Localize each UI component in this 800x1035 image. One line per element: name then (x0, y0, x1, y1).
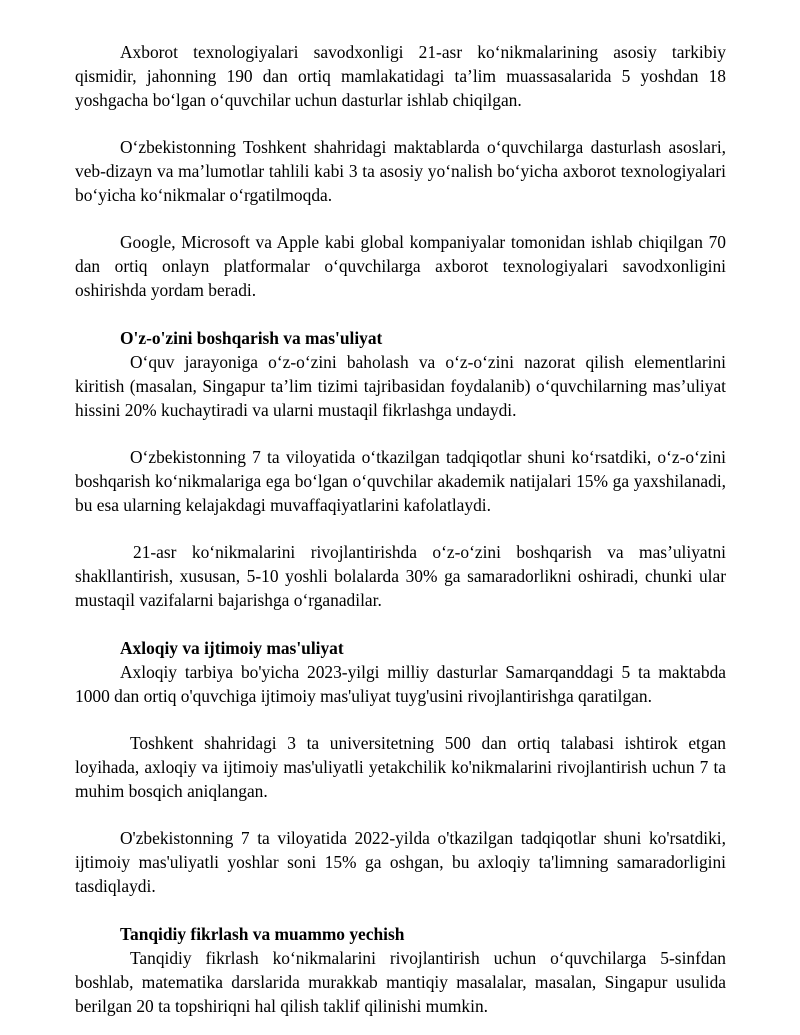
paragraph: O'zbekistonning 7 ta viloyatida 2022-yilda o'tkazilgan tadqiqotlar shuni ko'rsatdiki, ijtimoiy mas'uliyatli yoshlar soni 15% ga oshgan, bu axloqiy ta'limning samaradorligini tasdiqlaydi. (75, 828, 726, 896)
section-heading: O'z-o'zini boshqarish va mas'uliyat (120, 328, 383, 348)
section-self-management (75, 326, 726, 612)
paragraph: Tanqidiy fikrlash ko‘nikmalarini rivojlantirish uchun o‘quvchilarga 5-sinfdan boshlab, matematika darslarida murakkab mantiqiy masalalar, masalan, Singapur usulida berilgan 20 ta topshiriqni hal qilish taklif qilinishi mumkin. (75, 948, 726, 1016)
paragraph: 21-asr ko‘nikmalarini rivojlantirishda o‘z-o‘zini boshqarish va mas’uliyatni shakllantirish, xususan, 5-10 yoshli bolalarda 30% ga samaradorlikni oshiradi, chunki ular mustaqil vazifalarni bajarishga o‘rganadilar. (75, 542, 726, 610)
paragraph: O‘zbekistonning Toshkent shahridagi maktablarda o‘quvchilarga dasturlash asoslari, veb-dizayn va ma’lumotlar tahlili kabi 3 ta asosiy yo‘nalish bo‘yicha axborot texnologiyalari bo‘yicha ko‘nikmalar o‘rgatilmoqda. (75, 137, 726, 205)
section-heading: Axloqiy va ijtimoiy mas'uliyat (120, 638, 344, 658)
paragraph: Google, Microsoft va Apple kabi global kompaniyalar tomonidan ishlab chiqilgan 70 dan ortiq onlayn platformalar o‘quvchilarga axborot texnologiyalari savodxonligini oshirishda yordam beradi. (75, 232, 726, 300)
section-critical-thinking (75, 922, 726, 1018)
document-page (75, 40, 726, 1018)
paragraph: Axloqiy tarbiya bo'yicha 2023-yilgi milliy dasturlar Samarqanddagi 5 ta maktabda 1000 dan ortiq o'quvchiga ijtimoiy mas'uliyat tuyg'usini rivojlantirishga qaratilgan. (75, 662, 726, 706)
section-heading: Tanqidiy fikrlash va muammo yechish (120, 924, 405, 944)
section-ethical-responsibility (75, 636, 726, 898)
paragraph: O‘quv jarayoniga o‘z-o‘zini baholash va o‘z-o‘zini nazorat qilish elementlarini kiritish (masalan, Singapur ta’lim tizimi tajribasidan foydalanib) o‘quvchilarning mas’uliyat hissini 20% kuchaytiradi va ularni mustaqil fikrlashga undaydi. (75, 352, 726, 420)
paragraph: Toshkent shahridagi 3 ta universitetning 500 dan ortiq talabasi ishtirok etgan loyihada, axloqiy va ijtimoiy mas'uliyatli yetakchilik ko'nikmalarini rivojlantirish uchun 7 ta muhim bosqich aniqlangan. (75, 733, 726, 801)
paragraph: O‘zbekistonning 7 ta viloyatida o‘tkazilgan tadqiqotlar shuni ko‘rsatdiki, o‘z-o‘zini boshqarish ko‘nikmalariga ega bo‘lgan o‘quvchilar akademik natijalari 15% ga yaxshilanadi, bu esa ularning kelajakdagi muvaffaqiyatlarini kafolatlaydi. (75, 447, 726, 515)
paragraph: Axborot texnologiyalari savodxonligi 21-asr ko‘nikmalarining asosiy tarkibiy qismidir, jahonning 190 dan ortiq mamlakatidagi ta’lim muassasalarida 5 yoshdan 18 yoshgacha bo‘lgan o‘quvchilar uchun dasturlar ishlab chiqilgan. (75, 42, 726, 110)
